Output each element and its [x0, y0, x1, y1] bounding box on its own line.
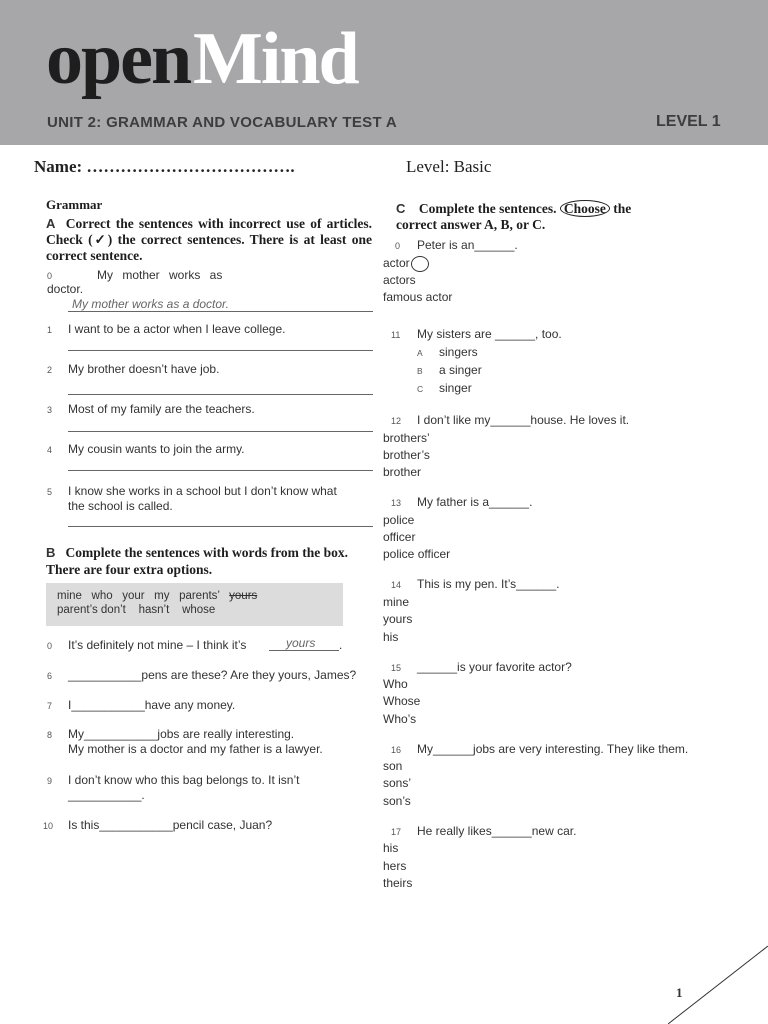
item-text: My cousin wants to join the army.	[68, 442, 245, 456]
item-number: 3	[47, 405, 53, 415]
section-c-text: Complete the sentences.	[418, 201, 557, 216]
item-number: 12	[391, 416, 402, 426]
item-text: My brother doesn’t have job.	[68, 362, 220, 376]
logo-mind: Mind	[193, 18, 358, 100]
answer-line[interactable]	[68, 526, 373, 527]
example-text-cont: doctor.	[47, 282, 84, 296]
section-b-instructions	[46, 544, 360, 578]
section-b-text: Complete the sentences with words from the box. There are four extra options.	[46, 545, 348, 577]
item-number: 0	[47, 271, 53, 281]
answer-line[interactable]	[68, 431, 373, 432]
logo-open: open	[46, 18, 191, 100]
item-text: This is my pen. It’s______.	[417, 577, 560, 591]
item-number: 5	[47, 487, 53, 497]
item-text: He really likes______new car.	[417, 824, 577, 838]
option[interactable]: son’s	[383, 794, 411, 808]
struck-word: yours	[229, 590, 258, 602]
item-text: ______is your favorite actor?	[417, 660, 572, 674]
item-text: Peter is an______.	[417, 238, 518, 252]
item-text: I know she works in a school but I don’t know what	[68, 484, 337, 498]
example-answer: yours	[286, 636, 316, 650]
word-box-line1	[57, 590, 257, 602]
option-letter: A	[417, 348, 423, 358]
option[interactable]: actors	[383, 273, 416, 287]
item-text: I want to be a actor when I leave college.	[68, 322, 286, 336]
name-label: Name: ……………………………….	[34, 157, 295, 176]
option[interactable]: yours	[383, 612, 413, 626]
option[interactable]: his	[383, 630, 399, 644]
section-c-instructions-line2: correct answer A, B, or C.	[396, 217, 546, 232]
option-letter: C	[417, 384, 424, 394]
page-number: 1	[676, 985, 683, 1000]
option[interactable]: a singer	[439, 363, 482, 377]
item-number: 4	[47, 445, 53, 455]
item-text: Is this___________pencil case, Juan?	[68, 818, 273, 832]
item-number: 13	[391, 498, 402, 508]
item-number: 11	[391, 330, 401, 340]
item-text: It’s definitely not mine – I think it’s	[68, 638, 247, 652]
item-number: 10	[43, 821, 54, 831]
option[interactable]: brothers’	[383, 431, 430, 445]
item-number: 1	[47, 325, 53, 335]
item-text-cont: ___________.	[68, 788, 145, 802]
answer-line[interactable]	[68, 470, 373, 471]
section-c-instructions	[396, 200, 631, 217]
item-number: 7	[47, 701, 53, 711]
item-number: 6	[47, 671, 53, 681]
selected-circle	[411, 256, 429, 272]
section-a-letter: A	[46, 216, 56, 231]
item-period: .	[339, 638, 343, 652]
item-number: 0	[47, 641, 53, 651]
option[interactable]: Who’s	[383, 712, 417, 726]
option[interactable]: his	[383, 841, 399, 855]
word-box	[46, 583, 343, 626]
answer-line[interactable]	[68, 394, 373, 395]
item-text: I don’t like my______house. He loves it.	[417, 413, 630, 427]
section-c-letter: C	[396, 201, 406, 216]
answer-line	[68, 311, 373, 312]
item-text-cont: the school is called.	[68, 499, 173, 513]
option[interactable]: officer	[383, 530, 416, 544]
answer-line	[269, 650, 339, 651]
item-text: My father is a______.	[417, 495, 533, 509]
item-text: My______jobs are very interesting. They like them.	[417, 742, 689, 756]
word-box-words: mine who your my parents’	[57, 590, 220, 602]
item-number: 2	[47, 365, 53, 375]
option[interactable]: mine	[383, 595, 410, 609]
level-label: LEVEL 1	[656, 113, 721, 130]
example-text: My mother works as	[97, 268, 223, 282]
section-a-instructions	[46, 216, 372, 264]
section-a-text: Correct the sentences with incorrect use of articles. Check (✓) the correct sentences. There is at least one correct sentence.	[46, 216, 372, 263]
example-answer: My mother works as a doctor.	[72, 297, 229, 311]
item-number: 14	[391, 580, 402, 590]
item-number: 16	[391, 745, 402, 755]
option-letter: B	[417, 366, 423, 376]
option[interactable]: singer	[439, 381, 472, 395]
option[interactable]: son	[383, 759, 403, 773]
item-text-cont: My mother is a doctor and my father is a lawyer.	[68, 742, 323, 756]
option[interactable]: Who	[383, 677, 408, 691]
option[interactable]: theirs	[383, 876, 413, 890]
option[interactable]: brother	[383, 465, 422, 479]
option[interactable]: sons’	[383, 776, 412, 790]
option[interactable]: brother’s	[383, 448, 430, 462]
option[interactable]: singers	[439, 345, 478, 359]
answer-line[interactable]	[68, 350, 373, 351]
item-text: I don’t know who this bag belongs to. It isn’t	[68, 773, 300, 787]
corner-fold-line	[668, 944, 768, 1024]
unit-title: UNIT 2: GRAMMAR AND VOCABULARY TEST A	[47, 114, 397, 131]
option[interactable]: police	[383, 513, 415, 527]
circled-word: Choose	[560, 200, 610, 217]
option[interactable]: hers	[383, 859, 407, 873]
item-number: 0	[395, 241, 401, 251]
section-b-letter: B	[46, 545, 56, 560]
word-box-line2: parent’s don’t hasn’t whose	[57, 604, 216, 616]
option[interactable]: famous actor	[383, 290, 453, 304]
item-text: My___________jobs are really interesting.	[68, 727, 295, 741]
item-text: ___________pens are these? Are they yours, James?	[68, 668, 357, 682]
option[interactable]: actor	[383, 256, 410, 270]
item-text: Most of my family are the teachers.	[68, 402, 255, 416]
option[interactable]: Whose	[383, 694, 421, 708]
item-number: 9	[47, 776, 53, 786]
level-basic-label: Level: Basic	[406, 157, 492, 176]
item-text: My sisters are ______, too.	[417, 327, 562, 341]
option[interactable]: police officer	[383, 547, 451, 561]
item-number: 8	[47, 730, 53, 740]
header-band	[0, 0, 768, 145]
item-number: 17	[391, 827, 402, 837]
section-c-text-after: the	[613, 201, 632, 216]
item-text: I___________have any money.	[68, 698, 236, 712]
item-number: 15	[391, 663, 402, 673]
grammar-heading: Grammar	[46, 197, 103, 212]
